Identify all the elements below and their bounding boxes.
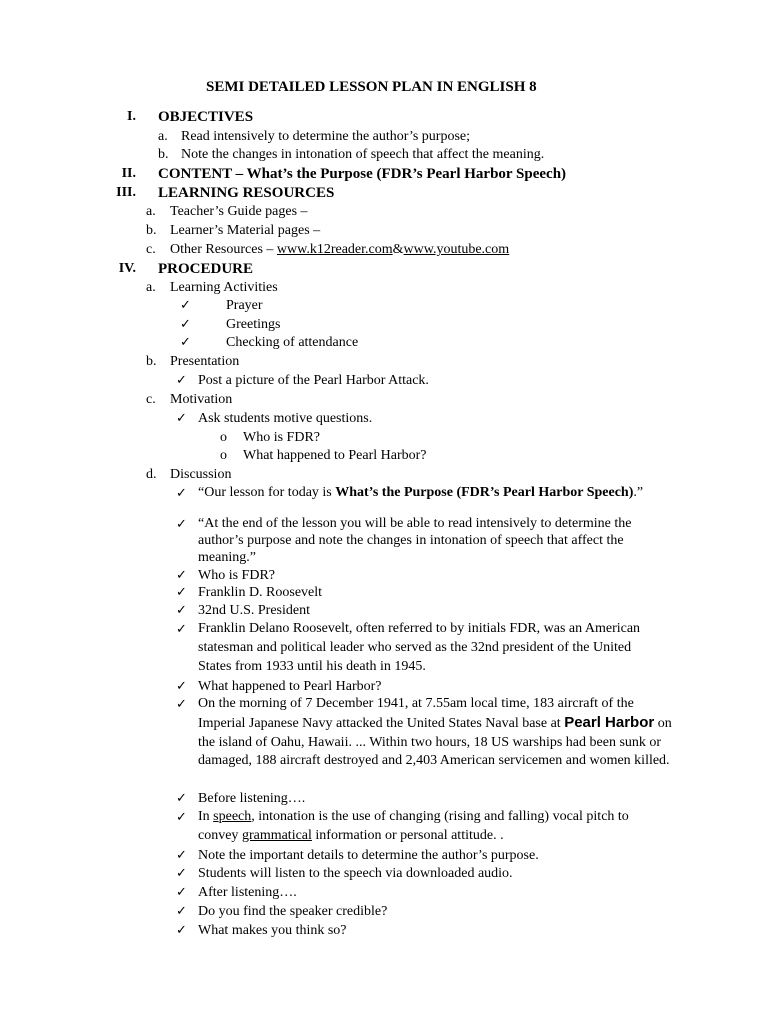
bullet-icon: o [220, 430, 227, 445]
speech-link[interactable]: speech [213, 809, 252, 824]
resource-c [170, 241, 509, 259]
procedure-b-letter: b. [146, 354, 157, 369]
discussion-before-listening: Before listening…. [198, 791, 306, 806]
procedure-b: Presentation [170, 354, 240, 369]
check-icon: ✓ [176, 697, 187, 712]
presentation-item: Post a picture of the Pearl Harbor Attack. [198, 373, 429, 388]
procedure-d-letter: d. [146, 467, 157, 482]
objective-b-letter: b. [158, 147, 169, 162]
check-icon: ✓ [176, 373, 187, 388]
activity-attendance: Checking of attendance [226, 335, 359, 350]
discussion-president: 32nd U.S. President [198, 603, 310, 618]
check-icon: ✓ [176, 622, 187, 637]
heading-resources: LEARNING RESOURCES [158, 185, 335, 201]
resource-b-letter: b. [146, 223, 157, 238]
resource-c-label: Other Resources – [170, 242, 277, 257]
objective-a: Read intensively to determine the author’s purpose; [181, 129, 471, 144]
resource-b: Learner’s Material pages – [170, 223, 321, 238]
discussion-why: What makes you think so? [198, 923, 347, 938]
check-icon: ✓ [176, 810, 187, 825]
question-fdr: Who is FDR? [243, 430, 320, 445]
numeral-procedure: IV. [118, 261, 136, 276]
motivation-item: Ask students motive questions. [198, 411, 373, 426]
check-icon: ✓ [176, 486, 187, 501]
check-icon: ✓ [176, 885, 187, 900]
check-icon: ✓ [176, 904, 187, 919]
check-icon: ✓ [176, 517, 187, 532]
resource-a-letter: a. [146, 204, 156, 219]
procedure-c-letter: c. [146, 392, 156, 407]
resource-a: Teacher’s Guide pages – [170, 204, 308, 219]
discussion-note-details: Note the important details to determine the author’s purpose. [198, 848, 539, 863]
check-icon: ✓ [176, 791, 187, 806]
check-icon: ✓ [176, 603, 187, 618]
activity-prayer: Prayer [226, 298, 263, 313]
objective-b: Note the changes in intonation of speech that affect the meaning. [181, 147, 545, 162]
check-icon: ✓ [176, 848, 187, 863]
procedure-d: Discussion [170, 467, 232, 482]
k12reader-link[interactable]: www.k12reader.com [276, 242, 393, 257]
youtube-link[interactable]: www.youtube.com [403, 242, 510, 257]
grammatical-link[interactable]: grammatical [241, 827, 312, 843]
check-icon: ✓ [176, 411, 187, 426]
heading-content: CONTENT – What’s the Purpose (FDR’s Pearl Harbor Speech) [158, 166, 567, 182]
numeral-content: II. [121, 166, 136, 181]
discussion-what-happened: What happened to Pearl Harbor? [198, 679, 382, 694]
check-icon: ✓ [180, 317, 191, 332]
check-icon: ✓ [176, 568, 187, 583]
check-icon: ✓ [176, 679, 187, 694]
procedure-a: Learning Activities [170, 280, 278, 295]
procedure-c: Motivation [170, 392, 233, 407]
ampersand: & [392, 242, 404, 257]
discussion-credible: Do you find the speaker credible? [198, 904, 388, 919]
check-icon: ✓ [180, 335, 191, 350]
check-icon: ✓ [176, 585, 187, 600]
bullet-icon: o [220, 448, 227, 463]
discussion-lesson-intro: “Our lesson for today is What’s the Purpose (FDR’s Pearl Harbor Speech).” [198, 485, 644, 500]
numeral-resources: III. [116, 185, 136, 200]
heading-objectives: OBJECTIVES [158, 109, 254, 125]
check-icon: ✓ [176, 923, 187, 938]
resource-c-letter: c. [146, 242, 156, 257]
check-icon: ✓ [176, 866, 187, 881]
discussion-pearl-harbor: On the morning of 7 December 1941, at 7.55am local time, 183 aircraft of the Imperial Japanese Navy attacked the United States Naval base at Pearl Harbor on the island of Oahu, Hawaii. ... Within two hours, 18 US warships had been sunk or damaged, 188 aircraft destroyed and 2,403 American servicemen and women killed. [198, 696, 672, 769]
heading-procedure: PROCEDURE [158, 261, 254, 277]
discussion-after-listening: After listening…. [198, 885, 297, 900]
procedure-a-letter: a. [146, 280, 156, 295]
objective-a-letter: a. [158, 129, 168, 144]
discussion-listen-audio: Students will listen to the speech via downloaded audio. [198, 866, 513, 881]
discussion-who-fdr: Who is FDR? [198, 568, 275, 583]
activity-greetings: Greetings [226, 317, 281, 332]
page-title: SEMI DETAILED LESSON PLAN IN ENGLISH 8 [206, 79, 537, 95]
numeral-objectives: I. [127, 109, 136, 124]
question-pearl-harbor: What happened to Pearl Harbor? [243, 448, 427, 463]
discussion-fdr-bio: Franklin Delano Roosevelt, often referred to by initials FDR, was an American statesman and political leader who served as the 32nd president of the United States from 1933 until his death in 1945. [198, 621, 641, 674]
discussion-intonation: In speech, intonation is the use of changing (rising and falling) vocal pitch to convey grammatical information or personal attitude. . [198, 809, 629, 843]
check-icon: ✓ [180, 298, 191, 313]
discussion-objective: “At the end of the lesson you will be able to read intensively to determine the author’s purpose and note the changes in intonation of speech that affect the meaning.” [198, 516, 632, 565]
discussion-fdr-name: Franklin D. Roosevelt [198, 585, 323, 600]
